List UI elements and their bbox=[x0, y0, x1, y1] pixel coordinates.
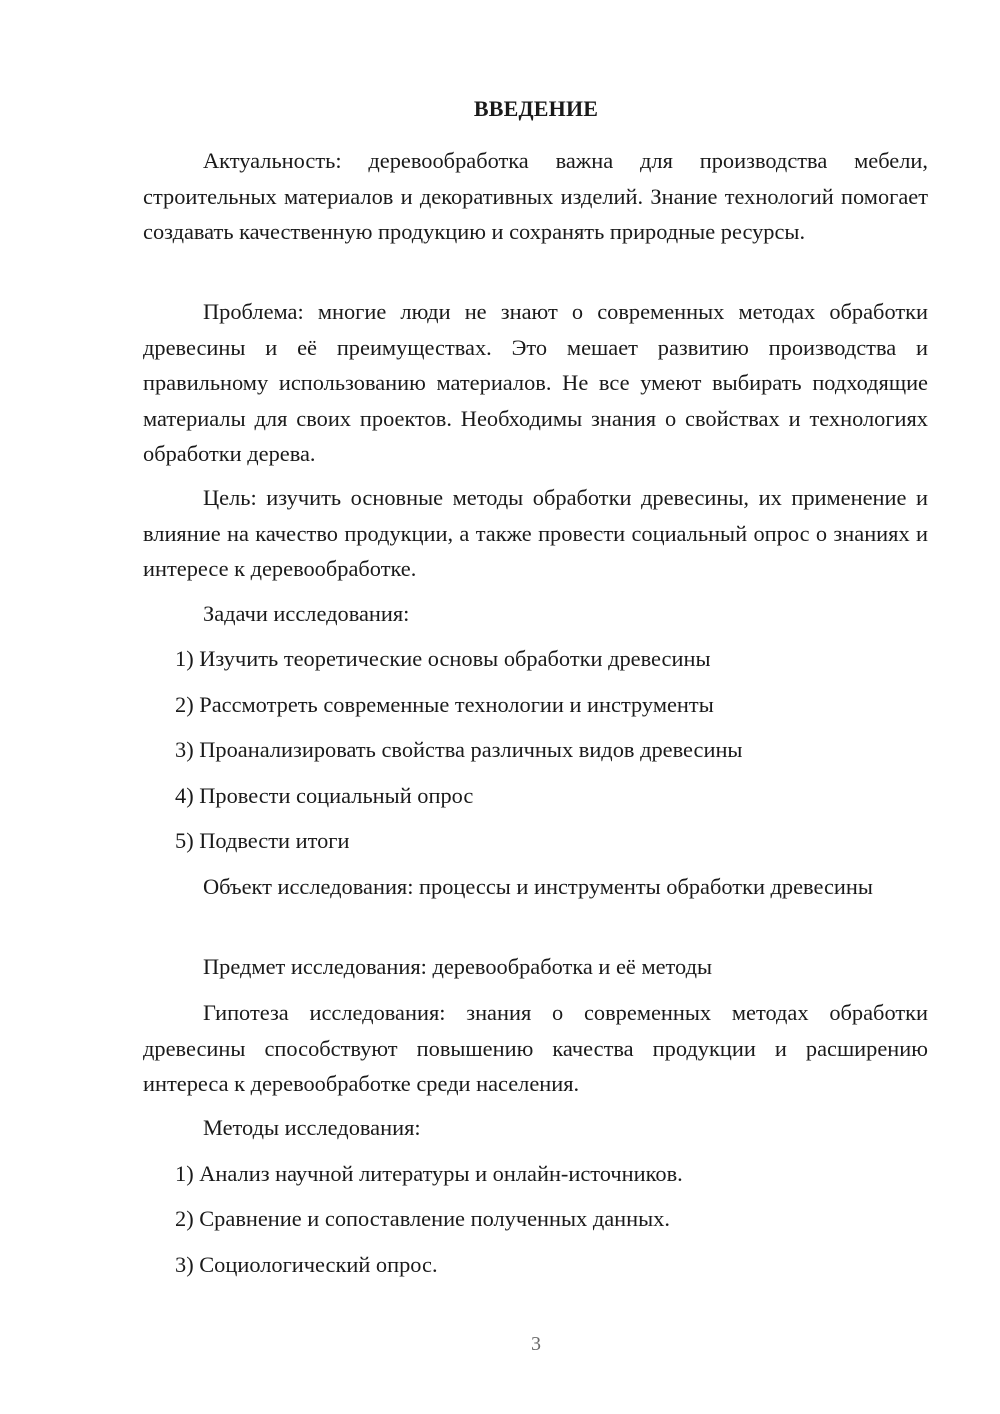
task-item: 3) Проанализировать свойства различных видов древесины bbox=[175, 737, 743, 762]
problem-paragraph: Проблема: многие люди не знают о современных методах обработки древесины и её преимуществах. Это мешает развитию производства и правильному использованию материалов. Не все умеют выбирать подходящие материалы для своих проектов. Необходимы знания о свойствах и технологиях обработки дерева. bbox=[143, 299, 928, 466]
tasks-title: Задачи исследования: bbox=[203, 601, 410, 626]
section-heading: ВВЕДЕНИЕ bbox=[473, 96, 599, 121]
methods-title: Методы исследования: bbox=[203, 1115, 421, 1140]
task-item: 4) Провести социальный опрос bbox=[175, 783, 474, 808]
hypothesis-paragraph: Гипотеза исследования: знания о современных методах обработки древесины способствуют повышению качества продукции и расширению интереса к деревообработке среди населения. bbox=[143, 1000, 928, 1096]
method-item: 1) Анализ научной литературы и онлайн-источников. bbox=[175, 1161, 683, 1186]
task-item: 1) Изучить теоретические основы обработки древесины bbox=[175, 646, 711, 671]
object-paragraph: Объект исследования: процессы и инструменты обработки древесины bbox=[203, 874, 873, 899]
task-item: 2) Рассмотреть современные технологии и инструменты bbox=[175, 692, 714, 717]
goal-paragraph: Цель: изучить основные методы обработки древесины, их применение и влияние на качество продукции, а также провести социальный опрос о знаниях и интересе к деревообработке. bbox=[143, 485, 928, 581]
relevance-paragraph: Актуальность: деревообработка важна для производства мебели, строительных материалов и декоративных изделий. Знание технологий помогает создавать качественную продукцию и сохранять природные ресурсы. bbox=[143, 148, 928, 244]
method-item: 3) Социологический опрос. bbox=[175, 1252, 438, 1277]
subject-paragraph: Предмет исследования: деревообработка и её методы bbox=[203, 954, 713, 979]
page-number: 3 bbox=[531, 1333, 541, 1355]
task-item: 5) Подвести итоги bbox=[175, 828, 350, 853]
method-item: 2) Сравнение и сопоставление полученных данных. bbox=[175, 1206, 670, 1231]
